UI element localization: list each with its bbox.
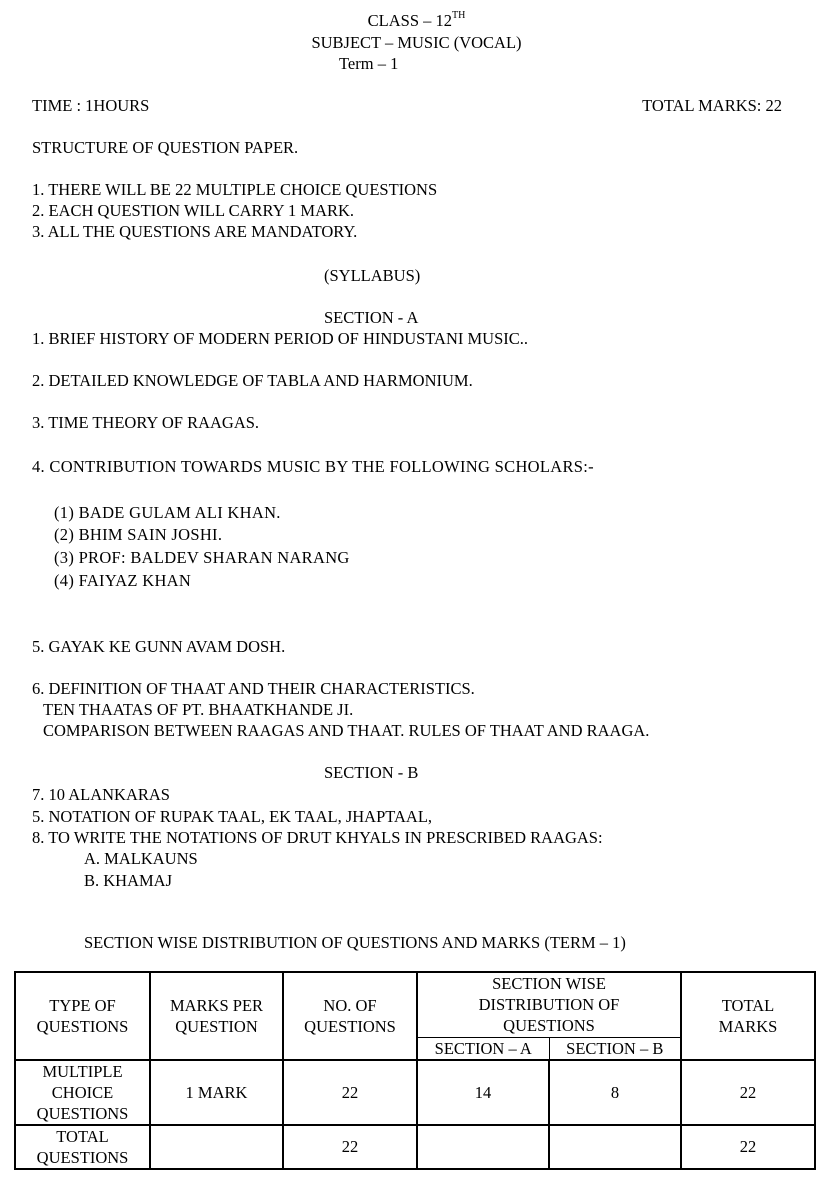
- syllabus-heading: (SYLLABUS): [324, 266, 421, 285]
- section-a-title: SECTION - A: [324, 308, 419, 327]
- row2-type: [15, 1125, 150, 1169]
- class-superscript: TH: [452, 9, 466, 21]
- class-heading: [0, 11, 833, 31]
- header-section-wise: [417, 972, 681, 1037]
- row1-marks: 1 MARK: [150, 1060, 283, 1125]
- header-marks-line-2: QUESTION: [175, 1016, 258, 1036]
- section-a-item-6-line-2: TEN THAATAS OF PT. BHAATKHANDE JI.: [43, 700, 354, 719]
- header-marks-per-question: [150, 972, 283, 1060]
- header-total-line-2: MARKS: [718, 1016, 778, 1036]
- row1-type-line-3: QUESTIONS: [36, 1103, 129, 1123]
- row1-section-a: 14: [417, 1060, 549, 1125]
- header-section-b: SECTION – B: [549, 1037, 681, 1060]
- scholar-2: (2) BHIM SAIN JOSHI.: [54, 525, 223, 544]
- row1-type-line-2: CHOICE: [51, 1082, 114, 1102]
- structure-point-3: 3. ALL THE QUESTIONS ARE MANDATORY.: [32, 222, 358, 241]
- header-sw-line-3: QUESTIONS: [503, 1016, 595, 1036]
- table-row: [15, 1125, 815, 1169]
- header-type-line-2: QUESTIONS: [36, 1016, 129, 1036]
- header-no-line-2: QUESTIONS: [304, 1016, 396, 1036]
- distribution-table: [14, 971, 816, 1170]
- row2-no: 22: [283, 1125, 417, 1169]
- section-b-title: SECTION - B: [324, 763, 419, 782]
- term-heading: Term – 1: [339, 54, 399, 73]
- row2-section-b: [549, 1125, 681, 1169]
- class-text: CLASS – 12: [367, 11, 452, 30]
- section-b-item-7: 7. 10 ALANKARAS: [32, 785, 170, 804]
- section-a-item-1: 1. BRIEF HISTORY OF MODERN PERIOD OF HINDUSTANI MUSIC..: [32, 329, 529, 348]
- time-label: TIME : 1HOURS: [32, 96, 150, 115]
- structure-point-1: 1. THERE WILL BE 22 MULTIPLE CHOICE QUESTIONS: [32, 180, 438, 199]
- row1-type-line-1: MULTIPLE: [42, 1061, 123, 1081]
- section-b-sub-b: B. KHAMAJ: [84, 871, 173, 890]
- row2-marks: [150, 1125, 283, 1169]
- row1-total: 22: [681, 1060, 815, 1125]
- total-marks-label: TOTAL MARKS: 22: [642, 96, 782, 115]
- section-a-item-4: 4. CONTRIBUTION TOWARDS MUSIC BY THE FOLLOWING SCHOLARS:-: [32, 457, 594, 476]
- section-b-sub-a: A. MALKAUNS: [84, 849, 198, 868]
- header-sw-line-2: DISTRIBUTION OF: [478, 995, 620, 1015]
- header-total-marks: [681, 972, 815, 1060]
- header-no-line-1: NO. OF: [323, 995, 377, 1015]
- header-no-of-questions: [283, 972, 417, 1060]
- structure-heading: STRUCTURE OF QUESTION PAPER.: [32, 138, 299, 157]
- subject-heading: SUBJECT – MUSIC (VOCAL): [311, 33, 522, 52]
- section-b-item-5: 5. NOTATION OF RUPAK TAAL, EK TAAL, JHAPTAAL,: [32, 807, 433, 826]
- row1-type: [15, 1060, 150, 1125]
- row2-section-a: [417, 1125, 549, 1169]
- scholar-3: (3) PROF: BALDEV SHARAN NARANG: [54, 548, 350, 567]
- scholar-4: (4) FAIYAZ KHAN: [54, 571, 192, 590]
- section-a-item-6: 6. DEFINITION OF THAAT AND THEIR CHARACTERISTICS.: [32, 679, 475, 698]
- row2-type-line-2: QUESTIONS: [36, 1147, 129, 1167]
- header-total-line-1: TOTAL: [721, 995, 775, 1015]
- section-a-item-3: 3. TIME THEORY OF RAAGAS.: [32, 413, 260, 432]
- header-type: [15, 972, 150, 1060]
- header-section-a: SECTION – A: [417, 1037, 549, 1060]
- section-b-item-8: 8. TO WRITE THE NOTATIONS OF DRUT KHYALS IN PRESCRIBED RAAGAS:: [32, 828, 603, 847]
- table-row: [15, 1060, 815, 1125]
- distribution-title: SECTION WISE DISTRIBUTION OF QUESTIONS AND MARKS (TERM – 1): [84, 933, 626, 952]
- row1-no: 22: [283, 1060, 417, 1125]
- structure-point-2: 2. EACH QUESTION WILL CARRY 1 MARK.: [32, 201, 355, 220]
- row2-total: 22: [681, 1125, 815, 1169]
- header-sw-line-1: SECTION WISE: [492, 974, 606, 994]
- section-a-item-5: 5. GAYAK KE GUNN AVAM DOSH.: [32, 637, 286, 656]
- scholar-1: (1) BADE GULAM ALI KHAN.: [54, 503, 281, 522]
- header-type-line-1: TYPE OF: [49, 995, 116, 1015]
- section-a-item-6-line-3: COMPARISON BETWEEN RAAGAS AND THAAT. RULES OF THAAT AND RAAGA.: [43, 721, 650, 740]
- header-marks-line-1: MARKS PER: [169, 995, 264, 1015]
- section-a-item-2: 2. DETAILED KNOWLEDGE OF TABLA AND HARMONIUM.: [32, 371, 473, 390]
- row2-type-line-1: TOTAL: [56, 1126, 109, 1146]
- row1-section-b: 8: [549, 1060, 681, 1125]
